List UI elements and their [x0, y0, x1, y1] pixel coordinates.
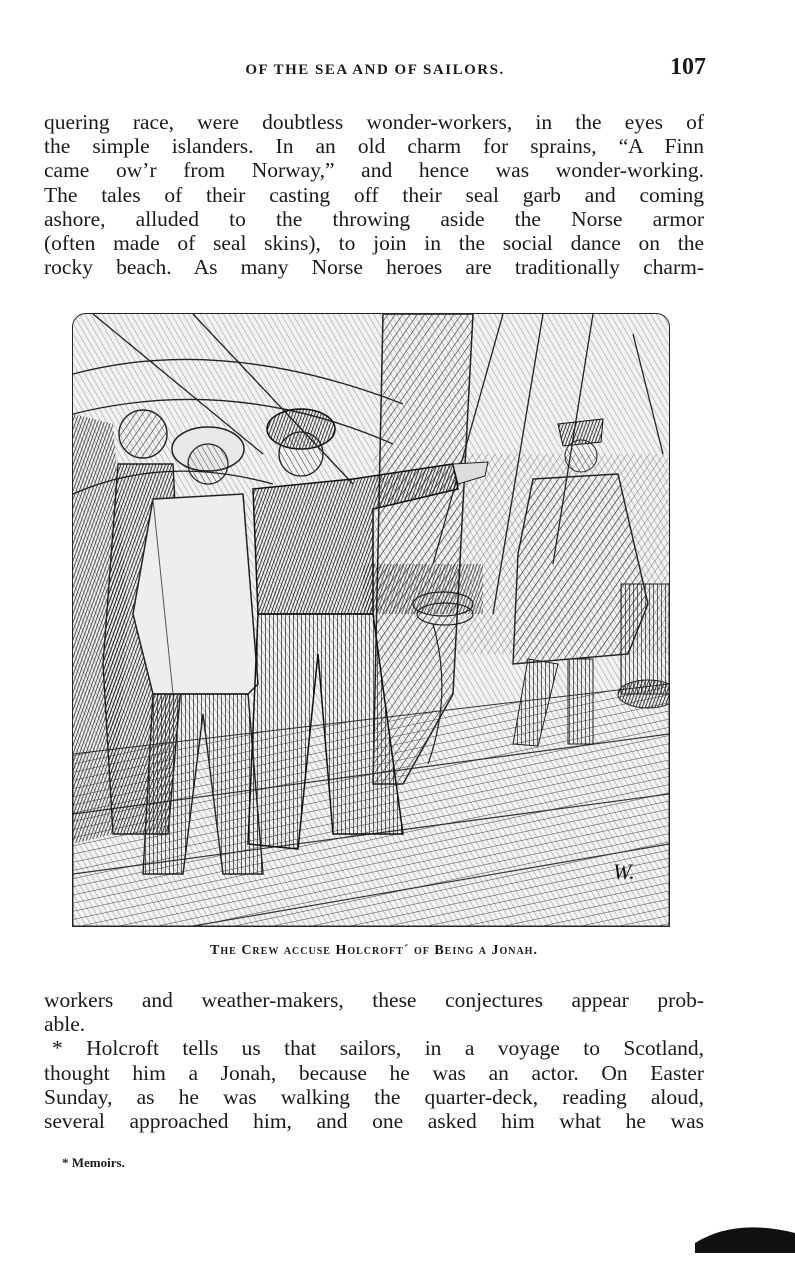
text-line: ashore, alluded to the throwing aside the Norse armor — [44, 206, 704, 231]
text-line: * Holcroft tells us that sailors, in a voyage to Scotland, — [52, 1036, 704, 1061]
page-number: 107 — [670, 54, 706, 80]
text-line: rocky beach. As many Norse heroes are traditionally charm- — [44, 255, 704, 280]
running-head — [44, 54, 706, 86]
artist-signature: W. — [613, 859, 635, 884]
page-edge-smudge — [695, 1213, 795, 1253]
text-line: several approached him, and one asked him what he was — [44, 1109, 704, 1134]
text-line: quering race, were doubtless wonder-workers, in the eyes of — [44, 110, 704, 134]
figure-caption: The Crew accuse Holcroft´ of Being a Jonah. — [210, 943, 538, 958]
running-title: OF THE SEA AND OF SAILORS. — [245, 62, 505, 78]
footnote: * Memoirs. — [62, 1155, 125, 1170]
text-line: able. — [44, 1012, 86, 1037]
text-line: the simple islanders. In an old charm for sprains, “A Finn — [44, 134, 704, 159]
engraving-illustration — [72, 313, 670, 927]
text-line: (often made of seal skins), to join in the social dance on the — [44, 231, 704, 256]
text-line: came ow’r from Norway,” and hence was wonder-working. — [44, 158, 704, 183]
text-line: thought him a Jonah, because he was an actor. On Easter — [44, 1060, 704, 1085]
paragraph-bottom — [44, 988, 704, 1133]
paragraph-top — [44, 110, 704, 279]
text-line: Sunday, as he was walking the quarter-deck, reading aloud, — [44, 1084, 704, 1109]
text-line: workers and weather-makers, these conjectures appear prob- — [44, 988, 704, 1012]
text-line: The tales of their casting off their seal garb and coming — [44, 182, 704, 207]
